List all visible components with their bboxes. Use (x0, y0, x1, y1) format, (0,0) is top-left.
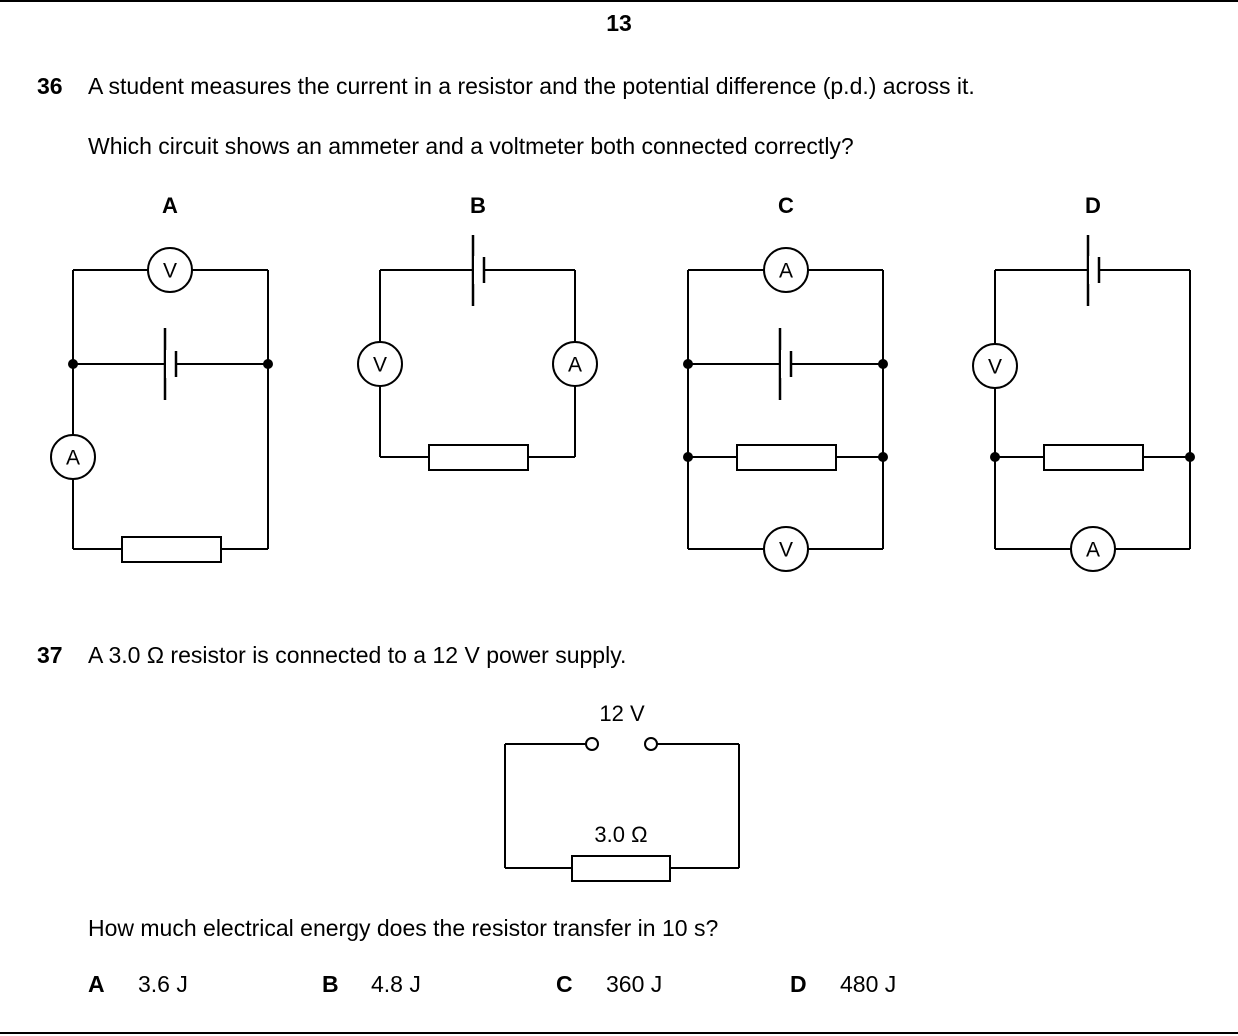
circuit-d-label: D (1085, 193, 1101, 218)
junction-dot (68, 359, 78, 369)
resistor (429, 445, 528, 470)
option-d-value: 480 J (840, 971, 897, 997)
question-37-text: A 3.0 Ω resistor is connected to a 12 V power supply. (88, 642, 627, 668)
supply-terminal (586, 738, 598, 750)
question-37-prompt: How much electrical energy does the resistor transfer in 10 s? (88, 915, 719, 941)
question-36-text: A student measures the current in a resistor and the potential difference (p.d.) across it. (88, 73, 975, 99)
resistor (572, 856, 670, 881)
junction-dot (878, 452, 888, 462)
option-c-letter: C (556, 971, 573, 997)
circuit-d (973, 193, 1195, 571)
junction-dot (990, 452, 1000, 462)
voltmeter-label: V (162, 259, 178, 283)
circuit-c-label: C (778, 193, 794, 218)
voltmeter-label: V (372, 353, 388, 377)
junction-dot (683, 359, 693, 369)
question-36-prompt: Which circuit shows an ammeter and a voltmeter both connected correctly? (88, 133, 854, 159)
supply-voltage-label: 12 V (599, 701, 645, 726)
resistor (737, 445, 836, 470)
resistance-label: 3.0 Ω (594, 822, 648, 847)
option-d-letter: D (790, 971, 807, 997)
circuit-b (358, 193, 597, 470)
question-36-number: 36 (37, 73, 63, 99)
question-37-circuit (505, 701, 739, 881)
voltmeter-label: V (987, 355, 1003, 379)
ammeter-label: A (1085, 538, 1101, 562)
voltmeter-label: V (778, 538, 794, 562)
circuit-b-label: B (470, 193, 486, 218)
ammeter-label: A (778, 259, 794, 283)
option-b-value: 4.8 J (371, 971, 421, 997)
ammeter-label: A (567, 353, 583, 377)
circuit-a (51, 193, 273, 562)
junction-dot (263, 359, 273, 369)
circuit-c (683, 193, 888, 571)
circuit-a-label: A (162, 193, 178, 218)
resistor (122, 537, 221, 562)
resistor (1044, 445, 1143, 470)
junction-dot (878, 359, 888, 369)
option-c-value: 360 J (606, 971, 663, 997)
supply-terminal (645, 738, 657, 750)
option-a-value: 3.6 J (138, 971, 188, 997)
ammeter-label: A (65, 446, 81, 470)
option-b-letter: B (322, 971, 339, 997)
page-number: 13 (606, 10, 632, 36)
junction-dot (683, 452, 693, 462)
bottom-rule (0, 1032, 1238, 1034)
question-37-number: 37 (37, 642, 63, 668)
option-a-letter: A (88, 971, 105, 997)
junction-dot (1185, 452, 1195, 462)
